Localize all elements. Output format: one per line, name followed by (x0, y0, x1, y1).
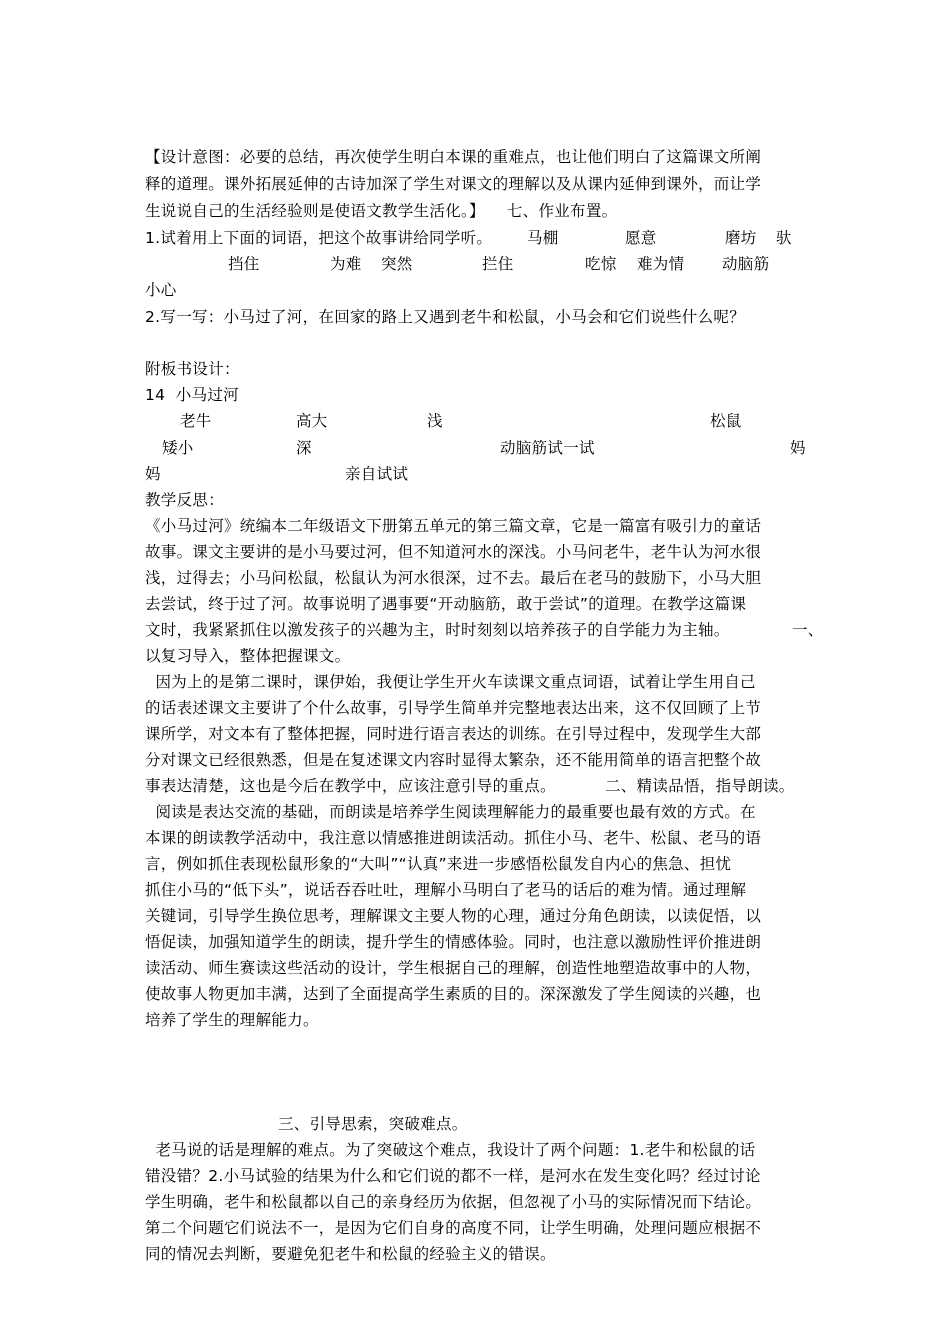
section3-line: 同的情况去判断，要避免犯老牛和松鼠的经验主义的错误。 (145, 1245, 556, 1263)
reflection-line: 关键词，引导学生换位思考，理解课文主要人物的心理，通过分角色朗读，以读促悟，以 (145, 907, 762, 925)
reflection-line: 《小马过河》统编本二年级语文下册第五单元的第三篇文章，它是一篇富有吸引力的童话 (145, 517, 762, 535)
reflection-line: 的话表述课文主要讲了个什么故事，引导学生简单并完整地表达出来，这不仅回顾了上节 (145, 699, 762, 717)
reflection-line: 悟促读，加强知道学生的朗读，提升学生的情感体验。同时，也注意以激励性评价推进朗 (145, 933, 762, 951)
board-title: 14 小马过河 (145, 386, 239, 404)
vocab-word: 拦住 (482, 255, 514, 273)
reflection-line: 阅读是表达交流的基础，而朗读是培养学生阅读理解能力的最重要也最有效的方式。在 (145, 803, 756, 821)
reflection-line: 以复习导入，整体把握课文。 (145, 647, 351, 665)
board-heading: 附板书设计： (145, 360, 240, 378)
reflection-heading: 教学反思： (145, 491, 225, 509)
vocab-word: 突然 (381, 255, 413, 273)
reflection-line: 事表达清楚，这也是今后在教学中，应该注意引导的重点。 (145, 777, 556, 795)
reflection-line: 抓住小马的“低下头”，说话吞吞吐吐，理解小马明白了老马的话后的难为情。通过理解 (145, 881, 747, 899)
reflection-line: 培养了学生的理解能力。 (145, 1011, 319, 1029)
section-heading-3: 三、引导思索，突破难点。 (278, 1115, 468, 1133)
homework-item-1: 1.试着用上下面的词语，把这个故事讲给同学听。 (145, 229, 493, 247)
section3-line: 错没错？2.小马试验的结果为什么和它们说的都不一样，是河水在发生变化吗？经过讨论 (145, 1167, 761, 1185)
vocab-word: 动脑筋 (722, 255, 770, 273)
vocab-word: 挡住 (228, 255, 260, 273)
board-word: 松鼠 (710, 412, 742, 430)
vocab-word: 难为情 (637, 255, 685, 273)
section-heading-2: 二、精读品悟，指导朗读。 (605, 777, 795, 795)
reflection-line: 本课的朗读教学活动中，我注意以情感推进朗读活动。抓住小马、老牛、松鼠、老马的语 (145, 829, 762, 847)
vocab-word: 驮 (776, 229, 792, 247)
board-word: 矮小 (162, 439, 194, 457)
vocab-word: 磨坊 (725, 229, 757, 247)
reflection-line: 浅，过得去；小马问松鼠，松鼠认为河水很深，过不去。最后在老马的鼓励下，小马大胆 (145, 569, 762, 587)
reflection-line: 课所学，对文本有了整体把握，同时进行语言表达的训练。在引导过程中，发现学生大部 (145, 725, 762, 743)
section3-line: 学生明确，老牛和松鼠都以自己的亲身经历为依据，但忽视了小马的实际情况而下结论。 (145, 1193, 762, 1211)
reflection-line: 分对课文已经很熟悉，但是在复述课文内容时显得太繁杂，还不能用简单的语言把整个故 (145, 751, 762, 769)
reflection-line: 故事。课文主要讲的是小马要过河，但不知道河水的深浅。小马问老牛，老牛认为河水很 (145, 543, 762, 561)
section3-line: 第二个问题它们说法不一，是因为它们自身的高度不同，让学生明确，处理问题应根据不 (145, 1219, 762, 1237)
vocab-word: 吃惊 (585, 255, 617, 273)
board-word: 浅 (427, 412, 443, 430)
board-word: 老牛 (180, 412, 212, 430)
section-heading-1: 一、 (792, 621, 824, 639)
reflection-line: 因为上的是第二课时，课伊始，我便让学生开火车读课文重点词语，试着让学生用自己 (145, 673, 756, 691)
reflection-line: 读活动、师生赛读这些活动的设计，学生根据自己的理解，创造性地塑造故事中的人物， (145, 959, 762, 977)
reflection-line: 言，例如抓住表现松鼠形象的“大叫”“认真”来进一步感悟松鼠发自内心的焦急、担忧 (145, 855, 732, 873)
homework-item-2: 2.写一写：小马过了河，在回家的路上又遇到老牛和松鼠，小马会和它们说些什么呢？ (145, 308, 745, 326)
board-word: 妈 (790, 439, 806, 457)
vocab-word: 愿意 (625, 229, 657, 247)
vocab-word: 小心 (145, 281, 177, 299)
design-intent-line: 释的道理。课外拓展延伸的古诗加深了学生对课文的理解以及从课内延伸到课外，而让学 (145, 175, 762, 193)
design-intent-line: 【设计意图：必要的总结，再次使学生明白本课的重难点，也让他们明白了这篇课文所阐 (145, 148, 762, 166)
board-word: 深 (296, 439, 312, 457)
section-heading-homework: 七、作业布置。 (506, 202, 618, 220)
board-word: 高大 (296, 412, 328, 430)
reflection-line: 文时，我紧紧抓住以激发孩子的兴趣为主，时时刻刻以培养孩子的自学能力为主轴。 (145, 621, 730, 639)
board-word: 亲自试试 (345, 465, 409, 483)
board-word: 动脑筋试一试 (500, 439, 595, 457)
vocab-word: 为难 (330, 255, 362, 273)
board-word: 妈 (145, 465, 161, 483)
reflection-line: 使故事人物更加丰满，达到了全面提高学生素质的目的。深深激发了学生阅读的兴趣，也 (145, 985, 762, 1003)
section3-line: 老马说的话是理解的难点。为了突破这个难点，我设计了两个问题：1.老牛和松鼠的话 (145, 1141, 756, 1159)
vocab-word: 马棚 (527, 229, 559, 247)
reflection-line: 去尝试，终于过了河。故事说明了遇事要“开动脑筋，敢于尝试”的道理。在教学这篇课 (145, 595, 747, 613)
design-intent-line: 生说说自己的生活经验则是使语文教学生活化。】 七、作业布置。 (145, 202, 618, 220)
